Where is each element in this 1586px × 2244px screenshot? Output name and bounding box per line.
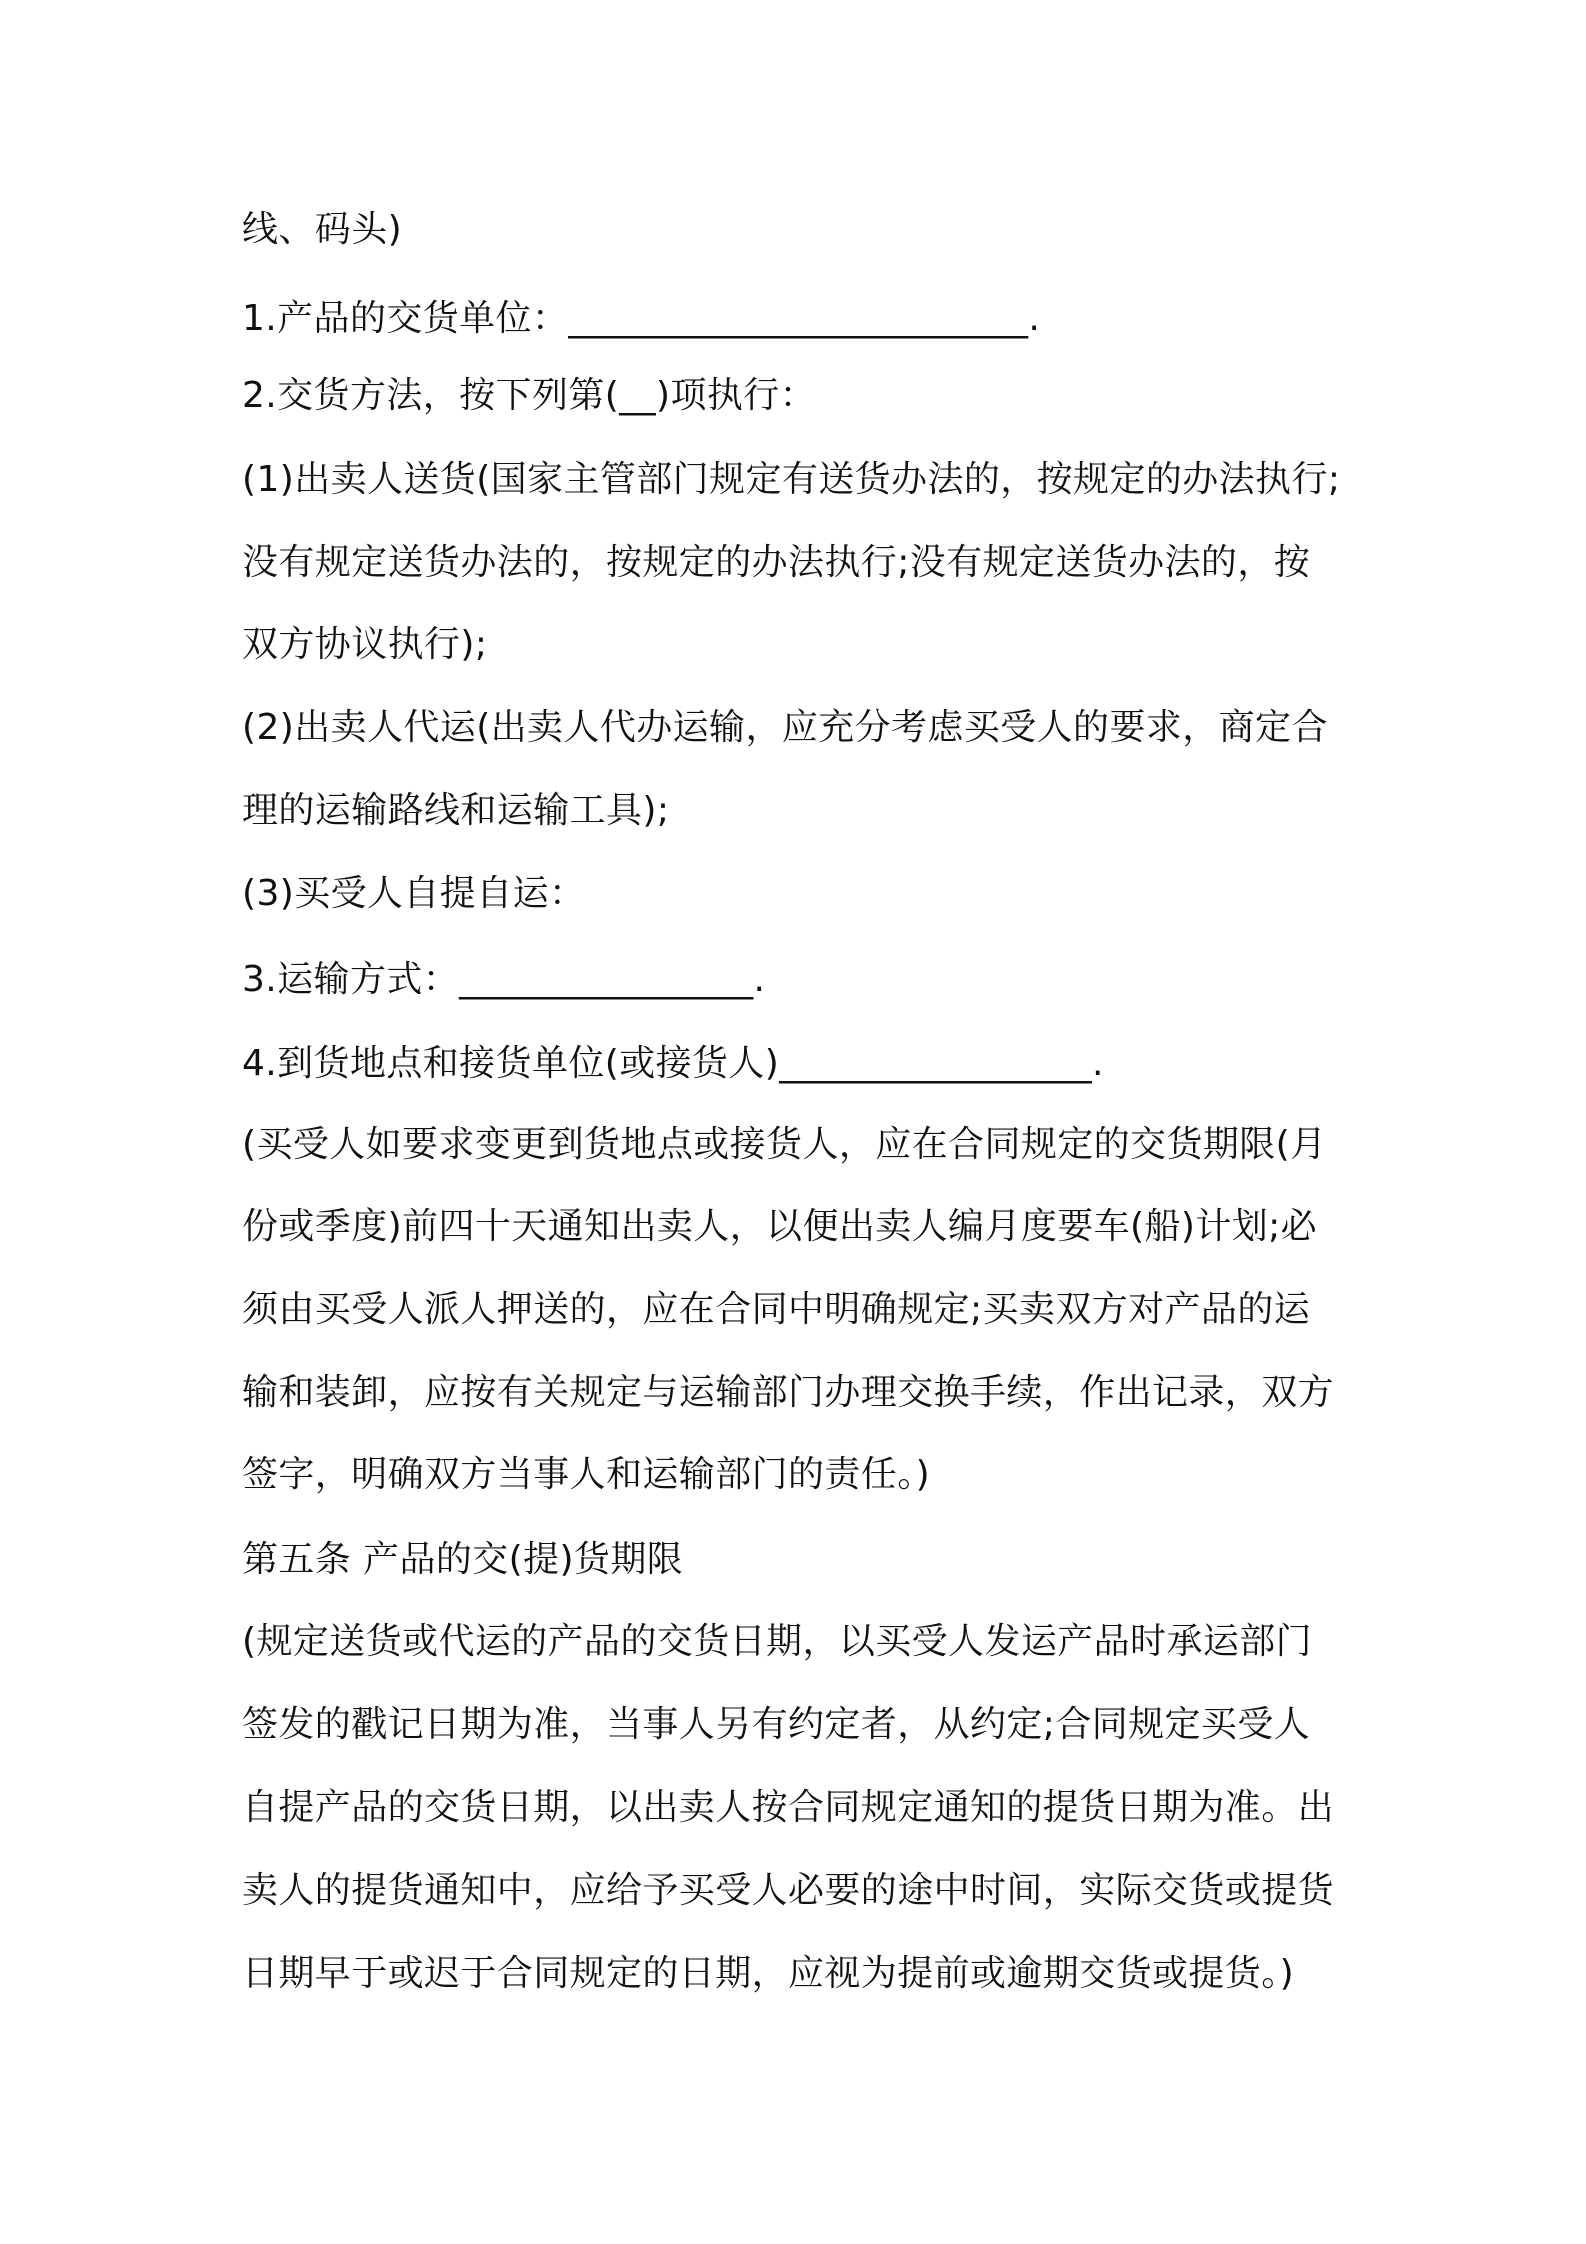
text-line: (规定送货或代运的产品的交货日期，以买受人发运产品时承运部门 <box>242 1621 1313 1662</box>
text-line: 须由买受人派人押送的，应在合同中明确规定;买卖双方对产品的运 <box>242 1289 1311 1330</box>
text-line: 自提产品的交货日期，以出卖人按合同规定通知的提货日期为准。出 <box>242 1787 1335 1828</box>
text-line: (2)出卖人代运(出卖人代办运输，应充分考虑买受人的要求，商定合 <box>242 707 1328 748</box>
text-line: 日期早于或迟于合同规定的日期，应视为提前或逾期交货或提货。) <box>242 1953 1295 1994</box>
text-line: 输和装卸，应按有关规定与运输部门办理交换手续，作出记录，双方 <box>242 1372 1335 1413</box>
text-line: 线、码头) <box>242 209 403 250</box>
text-line: 理的运输路线和运输工具); <box>242 790 670 831</box>
text-line: (1)出卖人送货(国家主管部门规定有送货办法的，按规定的办法执行; <box>242 459 1341 500</box>
text-line: 双方协议执行); <box>242 624 488 665</box>
text-line: 签发的戳记日期为准，当事人另有约定者，从约定;合同规定买受人 <box>242 1704 1311 1745</box>
text-line: 4.到货地点和接货单位(或接货人)_________________. <box>242 1043 1104 1084</box>
text-line: 份或季度)前四十天通知出卖人，以便出卖人编月度要车(船)计划;必 <box>242 1206 1318 1247</box>
text-line: (买受人如要求变更到货地点或接货人，应在合同规定的交货期限(月 <box>242 1124 1327 1165</box>
section-heading: 第五条 产品的交(提)货期限 <box>242 1539 684 1580</box>
text-line: 签字，明确双方当事人和运输部门的责任。) <box>242 1454 931 1495</box>
text-line: 3.运输方式：________________. <box>242 959 766 1000</box>
text-line: 卖人的提货通知中，应给予买受人必要的途中时间，实际交货或提货 <box>242 1870 1335 1911</box>
text-line: (3)买受人自提自运： <box>242 873 586 914</box>
text-line: 1.产品的交货单位：_________________________. <box>242 298 1041 339</box>
text-line: 2.交货方法，按下列第(__)项执行： <box>242 375 817 416</box>
text-line: 没有规定送货办法的，按规定的办法执行;没有规定送货办法的，按 <box>242 542 1311 583</box>
